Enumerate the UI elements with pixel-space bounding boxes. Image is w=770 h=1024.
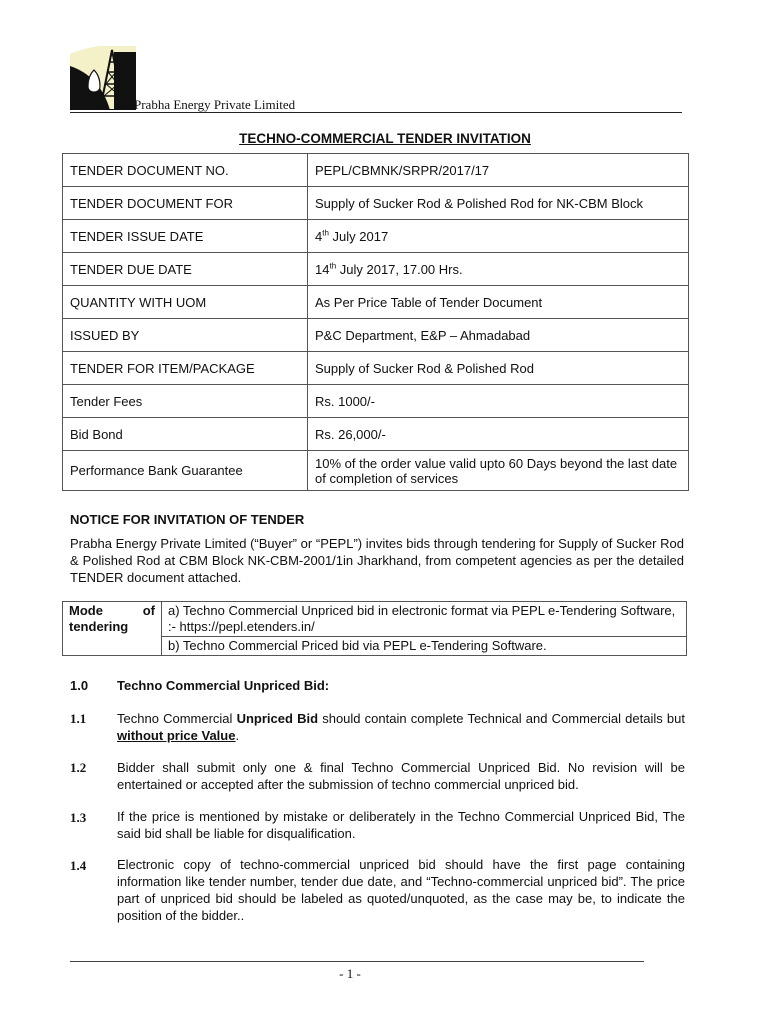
- due-day: 14: [315, 261, 330, 277]
- header-divider: [70, 112, 682, 113]
- section-number: 1.1: [70, 711, 87, 726]
- text-span: .: [235, 728, 240, 743]
- row-label: TENDER ISSUE DATE: [63, 220, 308, 253]
- row-value: [308, 253, 689, 286]
- page-number: - 1 -: [339, 966, 361, 981]
- row-value: Supply of Sucker Rod & Polished Rod: [308, 352, 689, 385]
- row-label: TENDER DUE DATE: [63, 253, 308, 286]
- issue-day: 4: [315, 228, 323, 244]
- table-row: [63, 220, 689, 253]
- row-value: 10% of the order value valid upto 60 Days beyond the last date of completion of services: [308, 451, 689, 491]
- section-number: 1.2: [70, 760, 87, 775]
- mode-label-cell: [63, 602, 162, 656]
- row-value: PEPL/CBMNK/SRPR/2017/17: [308, 154, 689, 187]
- table-row: [63, 602, 687, 637]
- row-value: Rs. 26,000/-: [308, 418, 689, 451]
- footer-divider: [70, 961, 644, 962]
- table-row: [63, 385, 689, 418]
- section-number: 1.0: [70, 678, 89, 693]
- due-month-year: July 2017, 17.00 Hrs.: [336, 261, 463, 277]
- text-span: should contain complete Technical and Commercial details but: [318, 711, 685, 726]
- issue-month-year: July 2017: [328, 228, 389, 244]
- mode-option-a: a) Techno Commercial Unpriced bid in electronic format via PEPL e-Tendering Software, :- https://pepl.etenders.in/: [162, 602, 687, 637]
- tender-info-table: [62, 153, 689, 491]
- row-label: TENDER FOR ITEM/PACKAGE: [63, 352, 308, 385]
- row-label: TENDER DOCUMENT FOR: [63, 187, 308, 220]
- bold-text: Unpriced Bid: [236, 711, 319, 726]
- table-row: [63, 154, 689, 187]
- notice-heading: NOTICE FOR INVITATION OF TENDER: [70, 512, 305, 527]
- section-body: [117, 710, 685, 744]
- row-value: As Per Price Table of Tender Document: [308, 286, 689, 319]
- section-number: 1.4: [70, 858, 87, 873]
- company-logo: [70, 46, 136, 110]
- table-row: [63, 187, 689, 220]
- table-row: [63, 253, 689, 286]
- table-row: [63, 319, 689, 352]
- row-label: TENDER DOCUMENT NO.: [63, 154, 308, 187]
- notice-paragraph: Prabha Energy Private Limited (“Buyer” or “PEPL”) invites bids through tendering for Supply of Sucker Rod & Polished Rod at CBM Block NK-CBM-2001/1in Jharkhand, from competent agencies as per the detailed TENDER document attached.: [70, 536, 684, 585]
- row-value: P&C Department, E&P – Ahmadabad: [308, 319, 689, 352]
- row-label: Bid Bond: [63, 418, 308, 451]
- section-body: Bidder shall submit only one & final Techno Commercial Unpriced Bid. No revision will be entertained or accepted after the submission of techno commercial unpriced bid.: [117, 760, 685, 792]
- section-number: 1.3: [70, 810, 87, 825]
- row-label: Performance Bank Guarantee: [63, 451, 308, 491]
- row-value: Rs. 1000/-: [308, 385, 689, 418]
- issue-day-suffix: th: [322, 228, 329, 238]
- row-value: Supply of Sucker Rod & Polished Rod for NK-CBM Block: [308, 187, 689, 220]
- mode-option-b: b) Techno Commercial Priced bid via PEPL e-Tendering Software.: [162, 637, 687, 656]
- section-body: If the price is mentioned by mistake or deliberately in the Techno Commercial Unpriced Bid, The said bid shall be liable for disqualification.: [117, 809, 685, 841]
- mode-label-word: tendering: [69, 619, 129, 634]
- section-body: Electronic copy of techno-commercial unpriced bid should have the first page containing information like tender number, tender due date, and “Techno-commercial unpriced bid”. The price part of unpriced bid should be labeled as quoted/unquoted, as the case may be, to indicate the position of the bidder..: [117, 857, 685, 923]
- section-heading: Techno Commercial Unpriced Bid:: [117, 678, 330, 693]
- bold-underlined-text: without price Value: [117, 728, 236, 743]
- mode-of-tendering-table: [62, 601, 687, 656]
- row-label: QUANTITY WITH UOM: [63, 286, 308, 319]
- company-name: Prabha Energy Private Limited: [134, 97, 296, 112]
- due-day-suffix: th: [329, 261, 337, 271]
- mode-label-word: of: [142, 603, 155, 618]
- row-label: ISSUED BY: [63, 319, 308, 352]
- table-row: [63, 286, 689, 319]
- table-row: [63, 418, 689, 451]
- table-row: [63, 352, 689, 385]
- row-label: Tender Fees: [63, 385, 308, 418]
- mode-label-word: Mode: [69, 603, 103, 618]
- text-span: Techno Commercial: [117, 711, 237, 726]
- document-title: TECHNO-COMMERCIAL TENDER INVITATION: [239, 131, 531, 146]
- table-row: [63, 451, 689, 491]
- row-value: [308, 220, 689, 253]
